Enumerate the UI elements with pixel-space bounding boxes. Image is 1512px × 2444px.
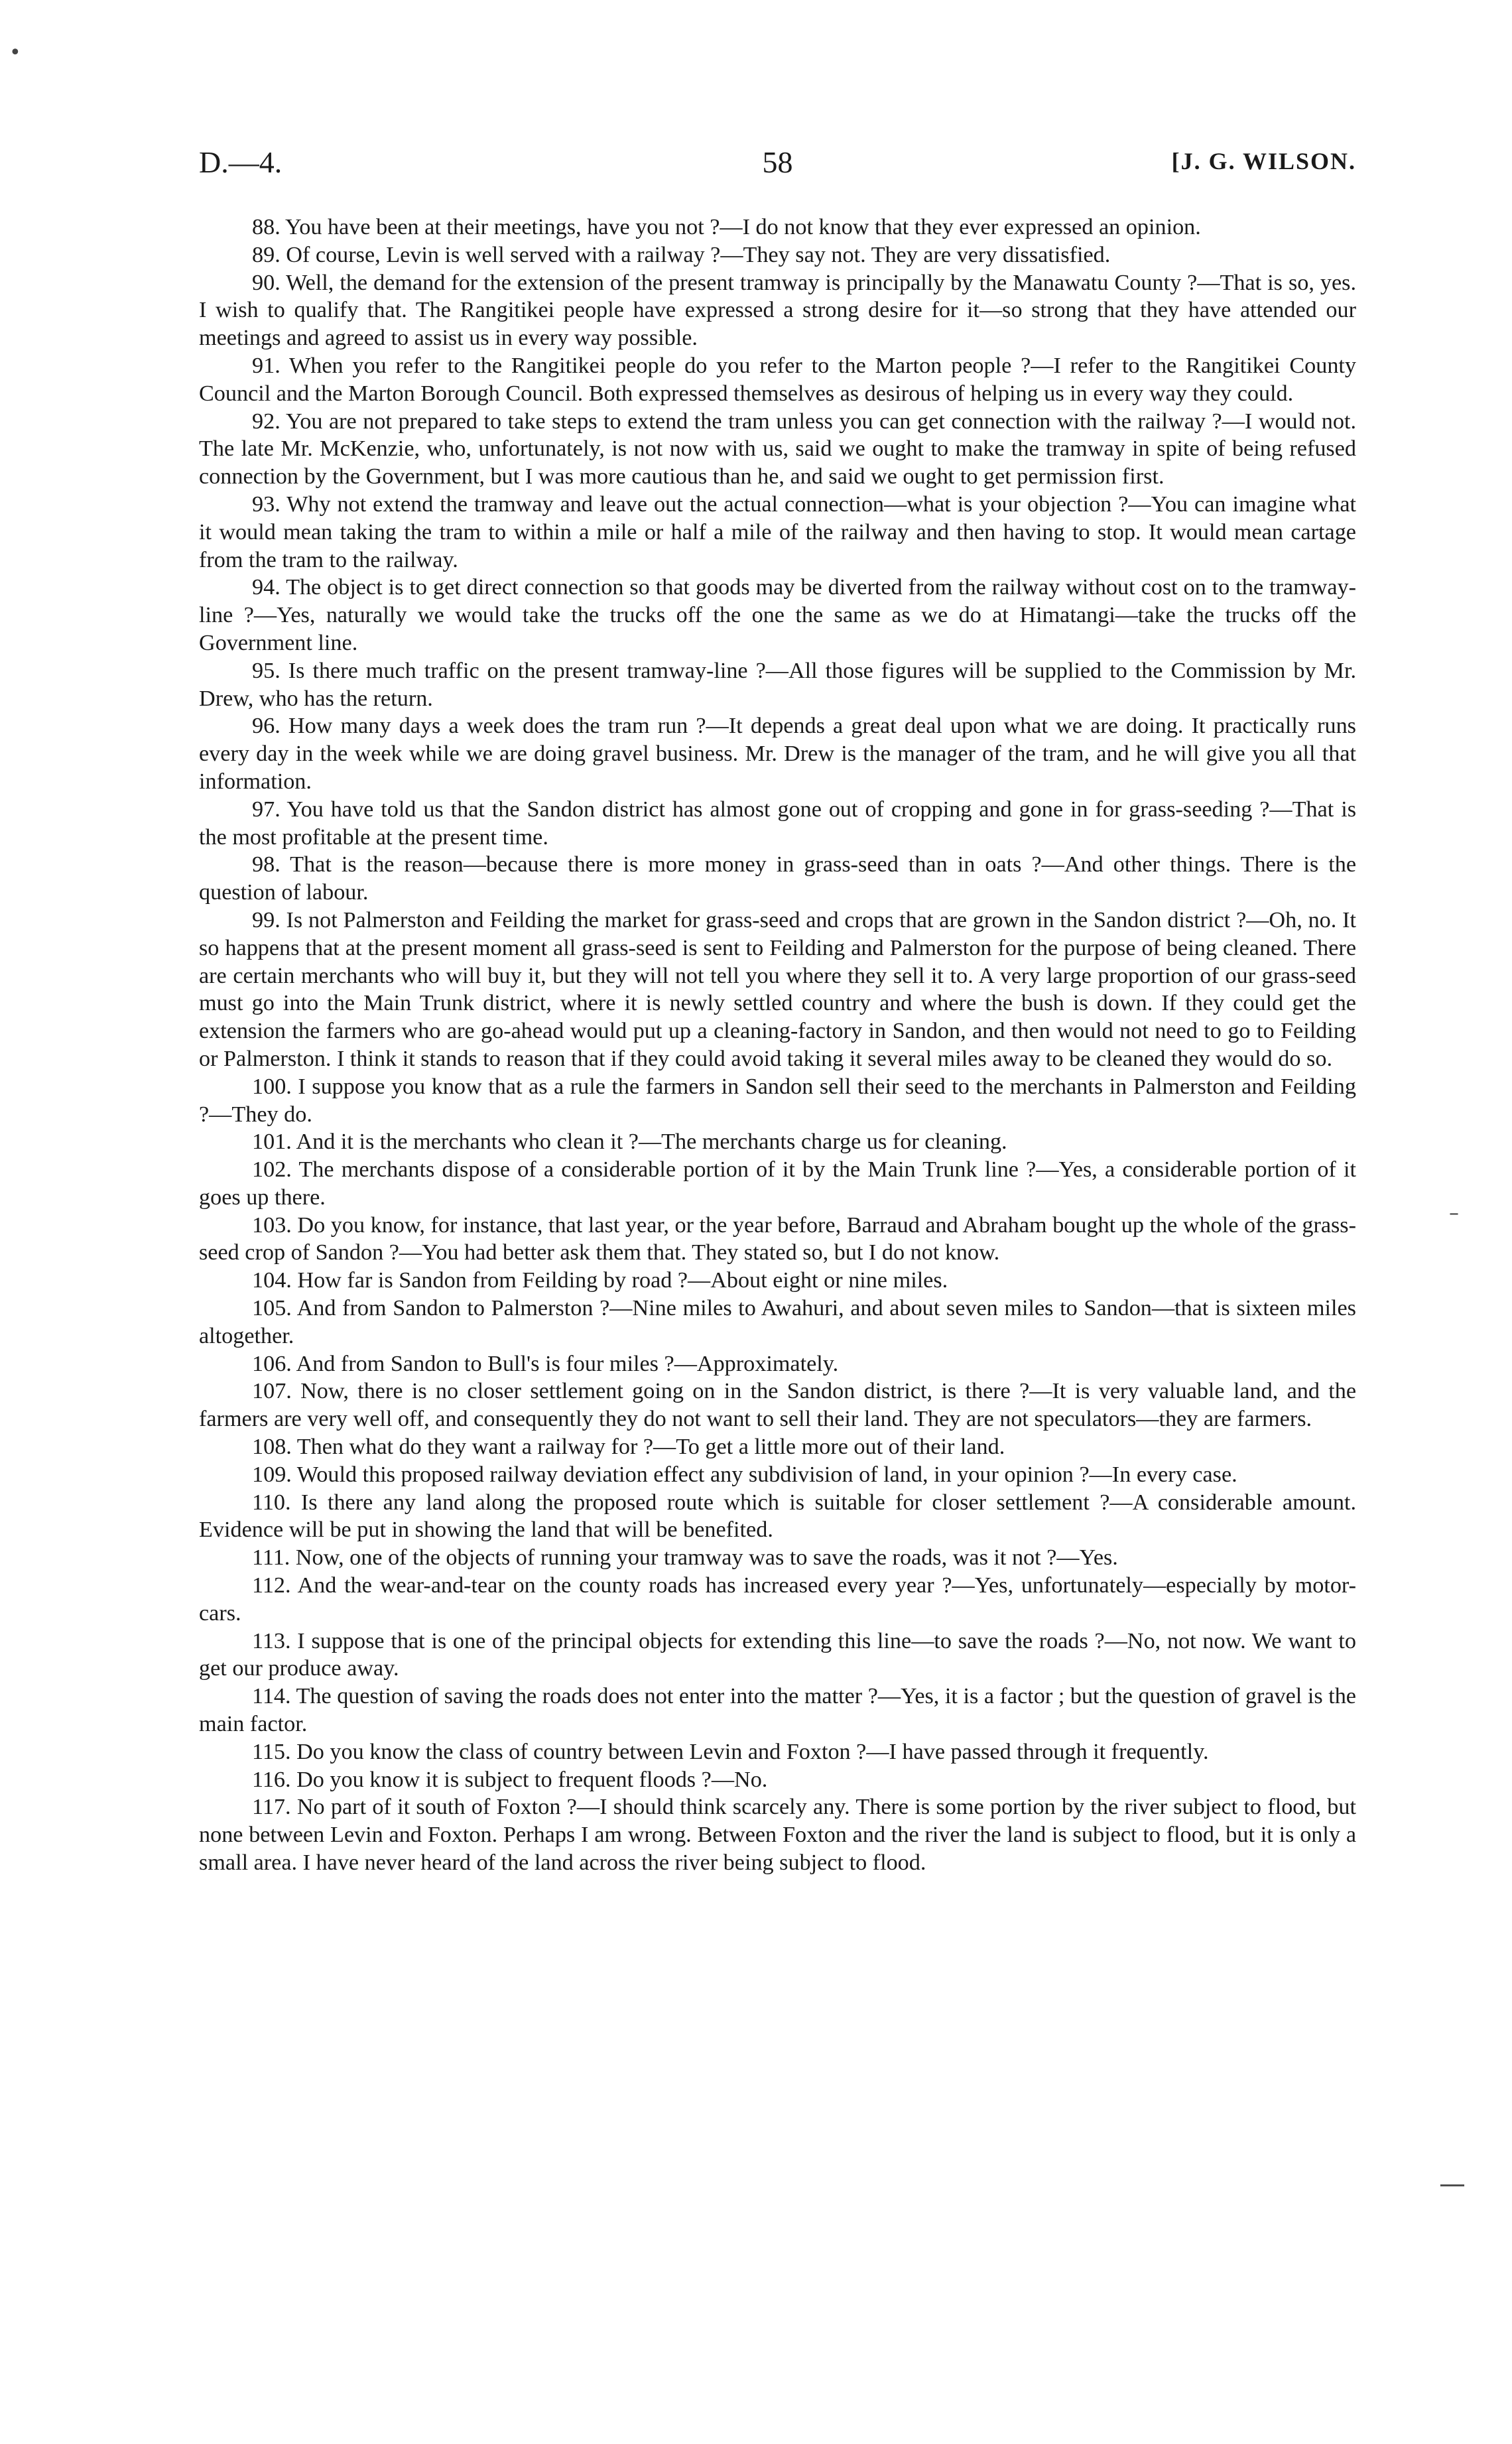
paragraph-q104: 104. How far is Sandon from Feilding by road ?—About eight or nine miles. bbox=[252, 1268, 948, 1293]
paragraph-q100: 100. I suppose you know that as a rule the farmers in Sandon sell their seed to the merchants in Palmerston and Feilding ?—They do. bbox=[199, 1074, 1356, 1127]
paragraph-q105: 105. And from Sandon to Palmerston ?—Nine miles to Awahuri, and about seven miles to Sandon—that is sixteen miles altogether. bbox=[199, 1296, 1356, 1348]
paragraph-q90: 90. Well, the demand for the extension of the present tramway is principally by the Manawatu County ?—That is so, yes. I wish to qualify that. The Rangitikei people have expressed a strong desire for it—so strong that they have attended our meetings and agreed to assist us in every way possible. bbox=[199, 270, 1356, 351]
paragraph-q106: 106. And from Sandon to Bull's is four miles ?—Approximately. bbox=[252, 1351, 839, 1376]
scan-speck-mark: • bbox=[9, 41, 21, 64]
paragraph-q108: 108. Then what do they want a railway for ?—To get a little more out of their land. bbox=[252, 1435, 1005, 1460]
paragraph-q112: 112. And the wear-and-tear on the county roads has increased every year ?—Yes, unfortunately—especially by motor-cars. bbox=[199, 1573, 1356, 1626]
paragraph-q98: 98. That is the reason—because there is more money in grass-seed than in oats ?—And other things. There is the question of labour. bbox=[199, 852, 1356, 905]
margin-dash-mark: — bbox=[1439, 2169, 1466, 2199]
paragraph-q92: 92. You are not prepared to take steps to extend the tram unless you can get connection with the railway ?—I would not. The late Mr. McKenzie, who, unfortunately, is not now with us, said we ought to make the tramway in spite of being refused connection by the Government, but I was more cautious than he, and said we ought to get permission first. bbox=[199, 409, 1356, 489]
witness-name: [J. G. WILSON. bbox=[1171, 148, 1356, 174]
paragraph-q97: 97. You have told us that the Sandon district has almost gone out of cropping and gone in for grass-seeding ?—That is the most profitable at the present time. bbox=[199, 797, 1356, 850]
paragraph-q102: 102. The merchants dispose of a considerable portion of it by the Main Trunk line ?—Yes, a considerable portion of it goes up there. bbox=[199, 1157, 1356, 1210]
paragraph-q117: 117. No part of it south of Foxton ?—I should think scarcely any. There is some portion by the river subject to flood, but none between Levin and Foxton. Perhaps I am wrong. Between Foxton and the river the land is subject to flood, but it is only a small area. I have never heard of the land across the river being subject to flood. bbox=[199, 1795, 1356, 1876]
paragraph-q115: 115. Do you know the class of country between Levin and Foxton ?—I have passed through it frequently. bbox=[252, 1739, 1209, 1764]
document-reference: D.—4. bbox=[199, 145, 283, 179]
paragraph-q114: 114. The question of saving the roads does not enter into the matter ?—Yes, it is a factor ; but the question of gravel is the main factor. bbox=[199, 1684, 1356, 1737]
paragraph-q91: 91. When you refer to the Rangitikei people do you refer to the Marton people ?—I refer to the Rangitikei County Council and the Marton Borough Council. Both expressed themselves as desirous of helping us in every way they could. bbox=[199, 353, 1356, 406]
page-header bbox=[199, 145, 1356, 184]
paragraph-q116: 116. Do you know it is subject to frequent floods ?—No. bbox=[252, 1767, 768, 1792]
testimony-body bbox=[199, 214, 1356, 1877]
margin-dash-mark: – bbox=[1449, 1202, 1459, 1225]
paragraph-q111: 111. Now, one of the objects of running your tramway was to save the roads, was it not ?—Yes. bbox=[252, 1545, 1118, 1571]
paragraph-q95: 95. Is there much traffic on the present tramway-line ?—All those figures will be supplied to the Commission by Mr. Drew, who has the return. bbox=[199, 658, 1356, 711]
paragraph-q107: 107. Now, there is no closer settlement going on in the Sandon district, is there ?—It is very valuable land, and the farmers are very well off, and consequently they do not want to sell their land. They are not speculators—they are farmers. bbox=[199, 1379, 1356, 1432]
paragraph-q94: 94. The object is to get direct connection so that goods may be diverted from the railway without cost on to the tramway-line ?—Yes, naturally we would take the trucks off the one the same as we do at Himatangi—take the trucks off the Government line. bbox=[199, 575, 1356, 655]
paragraph-q103: 103. Do you know, for instance, that last year, or the year before, Barraud and Abraham bought up the whole of the grass-seed crop of Sandon ?—You had better ask them that. They stated so, but I do not know. bbox=[199, 1212, 1356, 1265]
paragraph-q99: 99. Is not Palmerston and Feilding the market for grass-seed and crops that are grown in the Sandon district ?—Oh, no. It so happens that at the present moment all grass-seed is sent to Feilding and Palmerston for the purpose of being cleaned. There are certain merchants who will buy it, but they will not tell you where they sell it to. A very large proportion of our grass-seed must go into the Main Trunk district, where it is newly settled country and where the bush is down. If they could get the extension the farmers who are go-ahead would put up a cleaning-factory in Sandon, and then would not need to go to Feilding or Palmerston. I think it stands to reason that if they could avoid taking it several miles away to be cleaned they would do so. bbox=[199, 907, 1356, 1071]
paragraph-q88: 88. You have been at their meetings, have you not ?—I do not know that they ever expressed an opinion. bbox=[252, 215, 1201, 239]
paragraph-q89: 89. Of course, Levin is well served with a railway ?—They say not. They are very dissatisfied. bbox=[252, 242, 1111, 267]
paragraph-q101: 101. And it is the merchants who clean it ?—The merchants charge us for cleaning. bbox=[252, 1129, 1007, 1155]
paragraph-q109: 109. Would this proposed railway deviation effect any subdivision of land, in your opinion ?—In every case. bbox=[252, 1462, 1237, 1487]
paragraph-q96: 96. How many days a week does the tram run ?—It depends a great deal upon what we are doing. It practically runs every day in the week while we are doing gravel business. Mr. Drew is the manager of the tram, and he will give you all that information. bbox=[199, 714, 1356, 794]
paragraph-q110: 110. Is there any land along the proposed route which is suitable for closer settlement ?—A considerable amount. Evidence will be put in showing the land that will be benefited. bbox=[199, 1490, 1356, 1543]
paragraph-q93: 93. Why not extend the tramway and leave out the actual connection—what is your objection ?—You can imagine what it would mean taking the tram to within a mile or half a mile of the railway and then having to stop. It would mean cartage from the tram to the railway. bbox=[199, 491, 1356, 572]
page-number: 58 bbox=[762, 145, 793, 179]
paragraph-q113: 113. I suppose that is one of the principal objects for extending this line—to save the roads ?—No, not now. We want to get our produce away. bbox=[199, 1628, 1356, 1681]
